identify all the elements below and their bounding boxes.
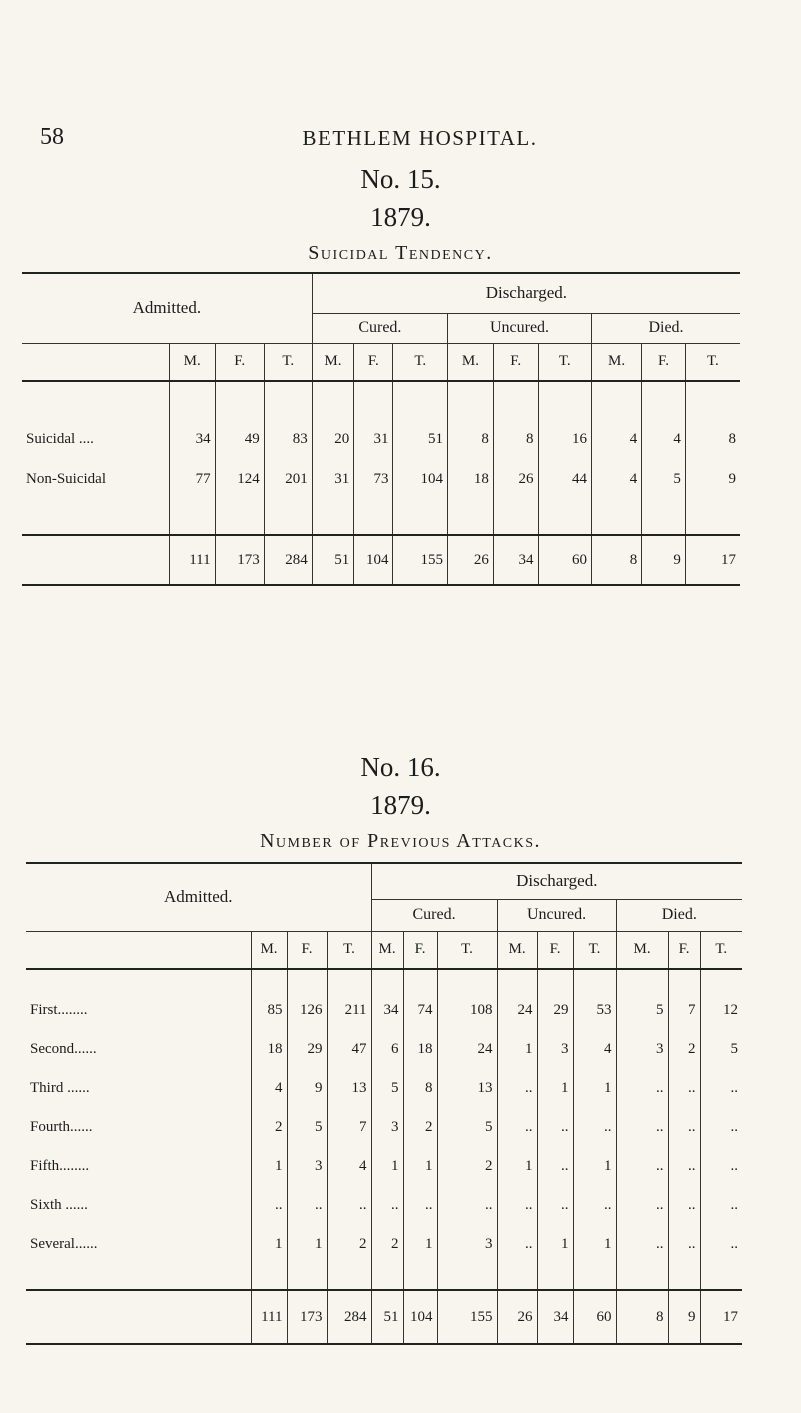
uncured-header: Uncured. (448, 313, 592, 343)
cell: 83 (264, 421, 312, 457)
col-t: T. (437, 931, 497, 969)
table-row (26, 991, 742, 1030)
cell: 4 (592, 457, 642, 501)
cell: .. (537, 1147, 573, 1186)
total-cell: 17 (685, 535, 740, 585)
cell: 29 (287, 1030, 327, 1069)
col-f: F. (403, 931, 437, 969)
cell: 29 (537, 991, 573, 1030)
table1-subject: Suicidal Tendency. (308, 242, 493, 264)
cell: .. (371, 1186, 403, 1225)
table1-year: 1879. (370, 202, 431, 232)
table2-subject: Number of Previous Attacks. (259, 830, 542, 852)
cell: .. (437, 1186, 497, 1225)
cell: 51 (393, 421, 448, 457)
cell: 44 (538, 457, 591, 501)
cell: 18 (448, 457, 494, 501)
cell: .. (668, 1225, 700, 1264)
total-cell: 284 (264, 535, 312, 585)
cell: 7 (327, 1108, 371, 1147)
cell: 4 (573, 1030, 616, 1069)
cell: 1 (497, 1030, 537, 1069)
died-header: Died. (592, 313, 741, 343)
cell: 53 (573, 991, 616, 1030)
col-t: T. (573, 931, 616, 969)
cell: .. (616, 1069, 668, 1108)
col-t: T. (700, 931, 742, 969)
row-label: Suicidal .... (26, 430, 94, 447)
table-row (26, 1186, 742, 1225)
cell: .. (668, 1108, 700, 1147)
cell: .. (700, 1186, 742, 1225)
col-m: M. (448, 343, 494, 381)
cell: 2 (437, 1147, 497, 1186)
totals-row (26, 1290, 742, 1344)
col-m: M. (616, 931, 668, 969)
col-m: M. (251, 931, 287, 969)
cell: 2 (371, 1225, 403, 1264)
cell: .. (497, 1069, 537, 1108)
cell: 74 (403, 991, 437, 1030)
cell: 2 (403, 1108, 437, 1147)
cell: 1 (573, 1069, 616, 1108)
cell: .. (668, 1186, 700, 1225)
row-label: Several...... (30, 1236, 98, 1252)
col-m: M. (592, 343, 642, 381)
cell: 47 (327, 1030, 371, 1069)
col-m: M. (371, 931, 403, 969)
cell: 126 (287, 991, 327, 1030)
cell: 1 (403, 1225, 437, 1264)
discharged-header: Discharged. (371, 863, 742, 899)
cell: 211 (327, 991, 371, 1030)
cell: .. (573, 1108, 616, 1147)
row-label: Second...... (30, 1041, 97, 1057)
cell: .. (616, 1147, 668, 1186)
admitted-header: Admitted. (132, 298, 202, 318)
cell: 34 (371, 991, 403, 1030)
cell: 26 (493, 457, 538, 501)
total-cell: 60 (538, 535, 591, 585)
totals-row (22, 535, 740, 585)
cell: 49 (215, 421, 264, 457)
discharged-header: Discharged. (312, 273, 740, 313)
cell: 5 (437, 1108, 497, 1147)
total-cell: 26 (448, 535, 494, 585)
cell: 1 (251, 1147, 287, 1186)
cell: 3 (287, 1147, 327, 1186)
cell: .. (497, 1186, 537, 1225)
total-cell: 17 (700, 1290, 742, 1344)
total-cell: 104 (354, 535, 393, 585)
col-m: M. (497, 931, 537, 969)
row-label: Third ...... (30, 1080, 90, 1096)
cell: 7 (668, 991, 700, 1030)
cell: 1 (573, 1225, 616, 1264)
cell: 31 (312, 457, 353, 501)
total-cell: 111 (169, 535, 215, 585)
col-t: T. (538, 343, 591, 381)
cell: 4 (327, 1147, 371, 1186)
table1-number: No. 15. (360, 164, 441, 194)
col-f: F. (354, 343, 393, 381)
cell: 1 (251, 1225, 287, 1264)
cell: 5 (642, 457, 686, 501)
died-header: Died. (616, 899, 742, 931)
cell: .. (403, 1186, 437, 1225)
table-row (26, 1069, 742, 1108)
cell: 12 (700, 991, 742, 1030)
cell: .. (497, 1108, 537, 1147)
cured-header: Cured. (312, 313, 447, 343)
row-label: First........ (30, 1002, 88, 1018)
cell: 18 (403, 1030, 437, 1069)
col-m: M. (169, 343, 215, 381)
cell: 4 (251, 1069, 287, 1108)
table-row (22, 457, 740, 501)
total-cell: 9 (668, 1290, 700, 1344)
total-cell: 155 (437, 1290, 497, 1344)
cell: 34 (169, 421, 215, 457)
cell: 77 (169, 457, 215, 501)
cell: 1 (403, 1147, 437, 1186)
cell: .. (537, 1186, 573, 1225)
cell: .. (616, 1225, 668, 1264)
cell: 24 (497, 991, 537, 1030)
cell: 5 (287, 1108, 327, 1147)
total-cell: 173 (287, 1290, 327, 1344)
col-m: M. (312, 343, 353, 381)
cell: 1 (537, 1069, 573, 1108)
cell: .. (700, 1225, 742, 1264)
cell: 4 (592, 421, 642, 457)
total-cell: 34 (537, 1290, 573, 1344)
cell: 16 (538, 421, 591, 457)
cell: 9 (287, 1069, 327, 1108)
total-cell: 60 (573, 1290, 616, 1344)
cell: 104 (393, 457, 448, 501)
cell: 2 (251, 1108, 287, 1147)
table-row (26, 1030, 742, 1069)
cell: 3 (437, 1225, 497, 1264)
table-row (26, 1147, 742, 1186)
cell: 3 (537, 1030, 573, 1069)
cell: .. (251, 1186, 287, 1225)
col-t: T. (264, 343, 312, 381)
cell: 2 (668, 1030, 700, 1069)
cell: .. (616, 1186, 668, 1225)
total-cell: 284 (327, 1290, 371, 1344)
table-row (26, 1108, 742, 1147)
cell: 3 (616, 1030, 668, 1069)
cell: .. (327, 1186, 371, 1225)
total-cell: 9 (642, 535, 686, 585)
cell: .. (573, 1186, 616, 1225)
table2-number: No. 16. (360, 752, 441, 782)
table1 (22, 272, 740, 586)
total-cell: 155 (393, 535, 448, 585)
cell: 1 (287, 1225, 327, 1264)
cell: 8 (685, 421, 740, 457)
cell: .. (616, 1108, 668, 1147)
total-cell: 173 (215, 535, 264, 585)
row-label: Non-Suicidal (26, 470, 106, 487)
cell: .. (497, 1225, 537, 1264)
running-head: BETHLEM HOSPITAL. (302, 126, 538, 150)
cell: .. (668, 1147, 700, 1186)
table2 (26, 862, 742, 1345)
cell: .. (287, 1186, 327, 1225)
cell: 20 (312, 421, 353, 457)
cell: 3 (371, 1108, 403, 1147)
cell: 31 (354, 421, 393, 457)
cell: 124 (215, 457, 264, 501)
cell: 13 (327, 1069, 371, 1108)
col-f: F. (493, 343, 538, 381)
total-cell: 104 (403, 1290, 437, 1344)
cell: 1 (537, 1225, 573, 1264)
admitted-header: Admitted. (164, 887, 233, 907)
cell: 1 (371, 1147, 403, 1186)
total-cell: 51 (312, 535, 353, 585)
col-f: F. (668, 931, 700, 969)
cell: 201 (264, 457, 312, 501)
total-cell: 8 (616, 1290, 668, 1344)
uncured-header: Uncured. (497, 899, 616, 931)
cell: 2 (327, 1225, 371, 1264)
total-cell: 111 (251, 1290, 287, 1344)
row-label: Sixth ...... (30, 1197, 88, 1213)
cured-header: Cured. (371, 899, 497, 931)
cell: 8 (448, 421, 494, 457)
table-row (22, 421, 740, 457)
total-cell: 26 (497, 1290, 537, 1344)
cell: 13 (437, 1069, 497, 1108)
page-number: 58 (40, 124, 64, 150)
cell: 73 (354, 457, 393, 501)
cell: 108 (437, 991, 497, 1030)
cell: 5 (700, 1030, 742, 1069)
cell: 85 (251, 991, 287, 1030)
col-f: F. (537, 931, 573, 969)
cell: .. (700, 1147, 742, 1186)
col-t: T. (327, 931, 371, 969)
total-cell: 34 (493, 535, 538, 585)
total-cell: 51 (371, 1290, 403, 1344)
cell: 1 (497, 1147, 537, 1186)
col-f: F. (642, 343, 686, 381)
cell: .. (700, 1069, 742, 1108)
cell: 9 (685, 457, 740, 501)
row-label: Fourth...... (30, 1119, 93, 1135)
row-label: Fifth........ (30, 1158, 90, 1174)
cell: 8 (403, 1069, 437, 1108)
cell: .. (668, 1069, 700, 1108)
cell: 18 (251, 1030, 287, 1069)
cell: 5 (371, 1069, 403, 1108)
cell: 6 (371, 1030, 403, 1069)
cell: 5 (616, 991, 668, 1030)
cell: 1 (573, 1147, 616, 1186)
col-f: F. (215, 343, 264, 381)
col-t: T. (393, 343, 448, 381)
total-cell: 8 (592, 535, 642, 585)
cell: 24 (437, 1030, 497, 1069)
cell: .. (700, 1108, 742, 1147)
col-t: T. (685, 343, 740, 381)
table-row (26, 1225, 742, 1264)
cell: .. (537, 1108, 573, 1147)
cell: 4 (642, 421, 686, 457)
col-f: F. (287, 931, 327, 969)
cell: 8 (493, 421, 538, 457)
table2-year: 1879. (370, 790, 431, 820)
